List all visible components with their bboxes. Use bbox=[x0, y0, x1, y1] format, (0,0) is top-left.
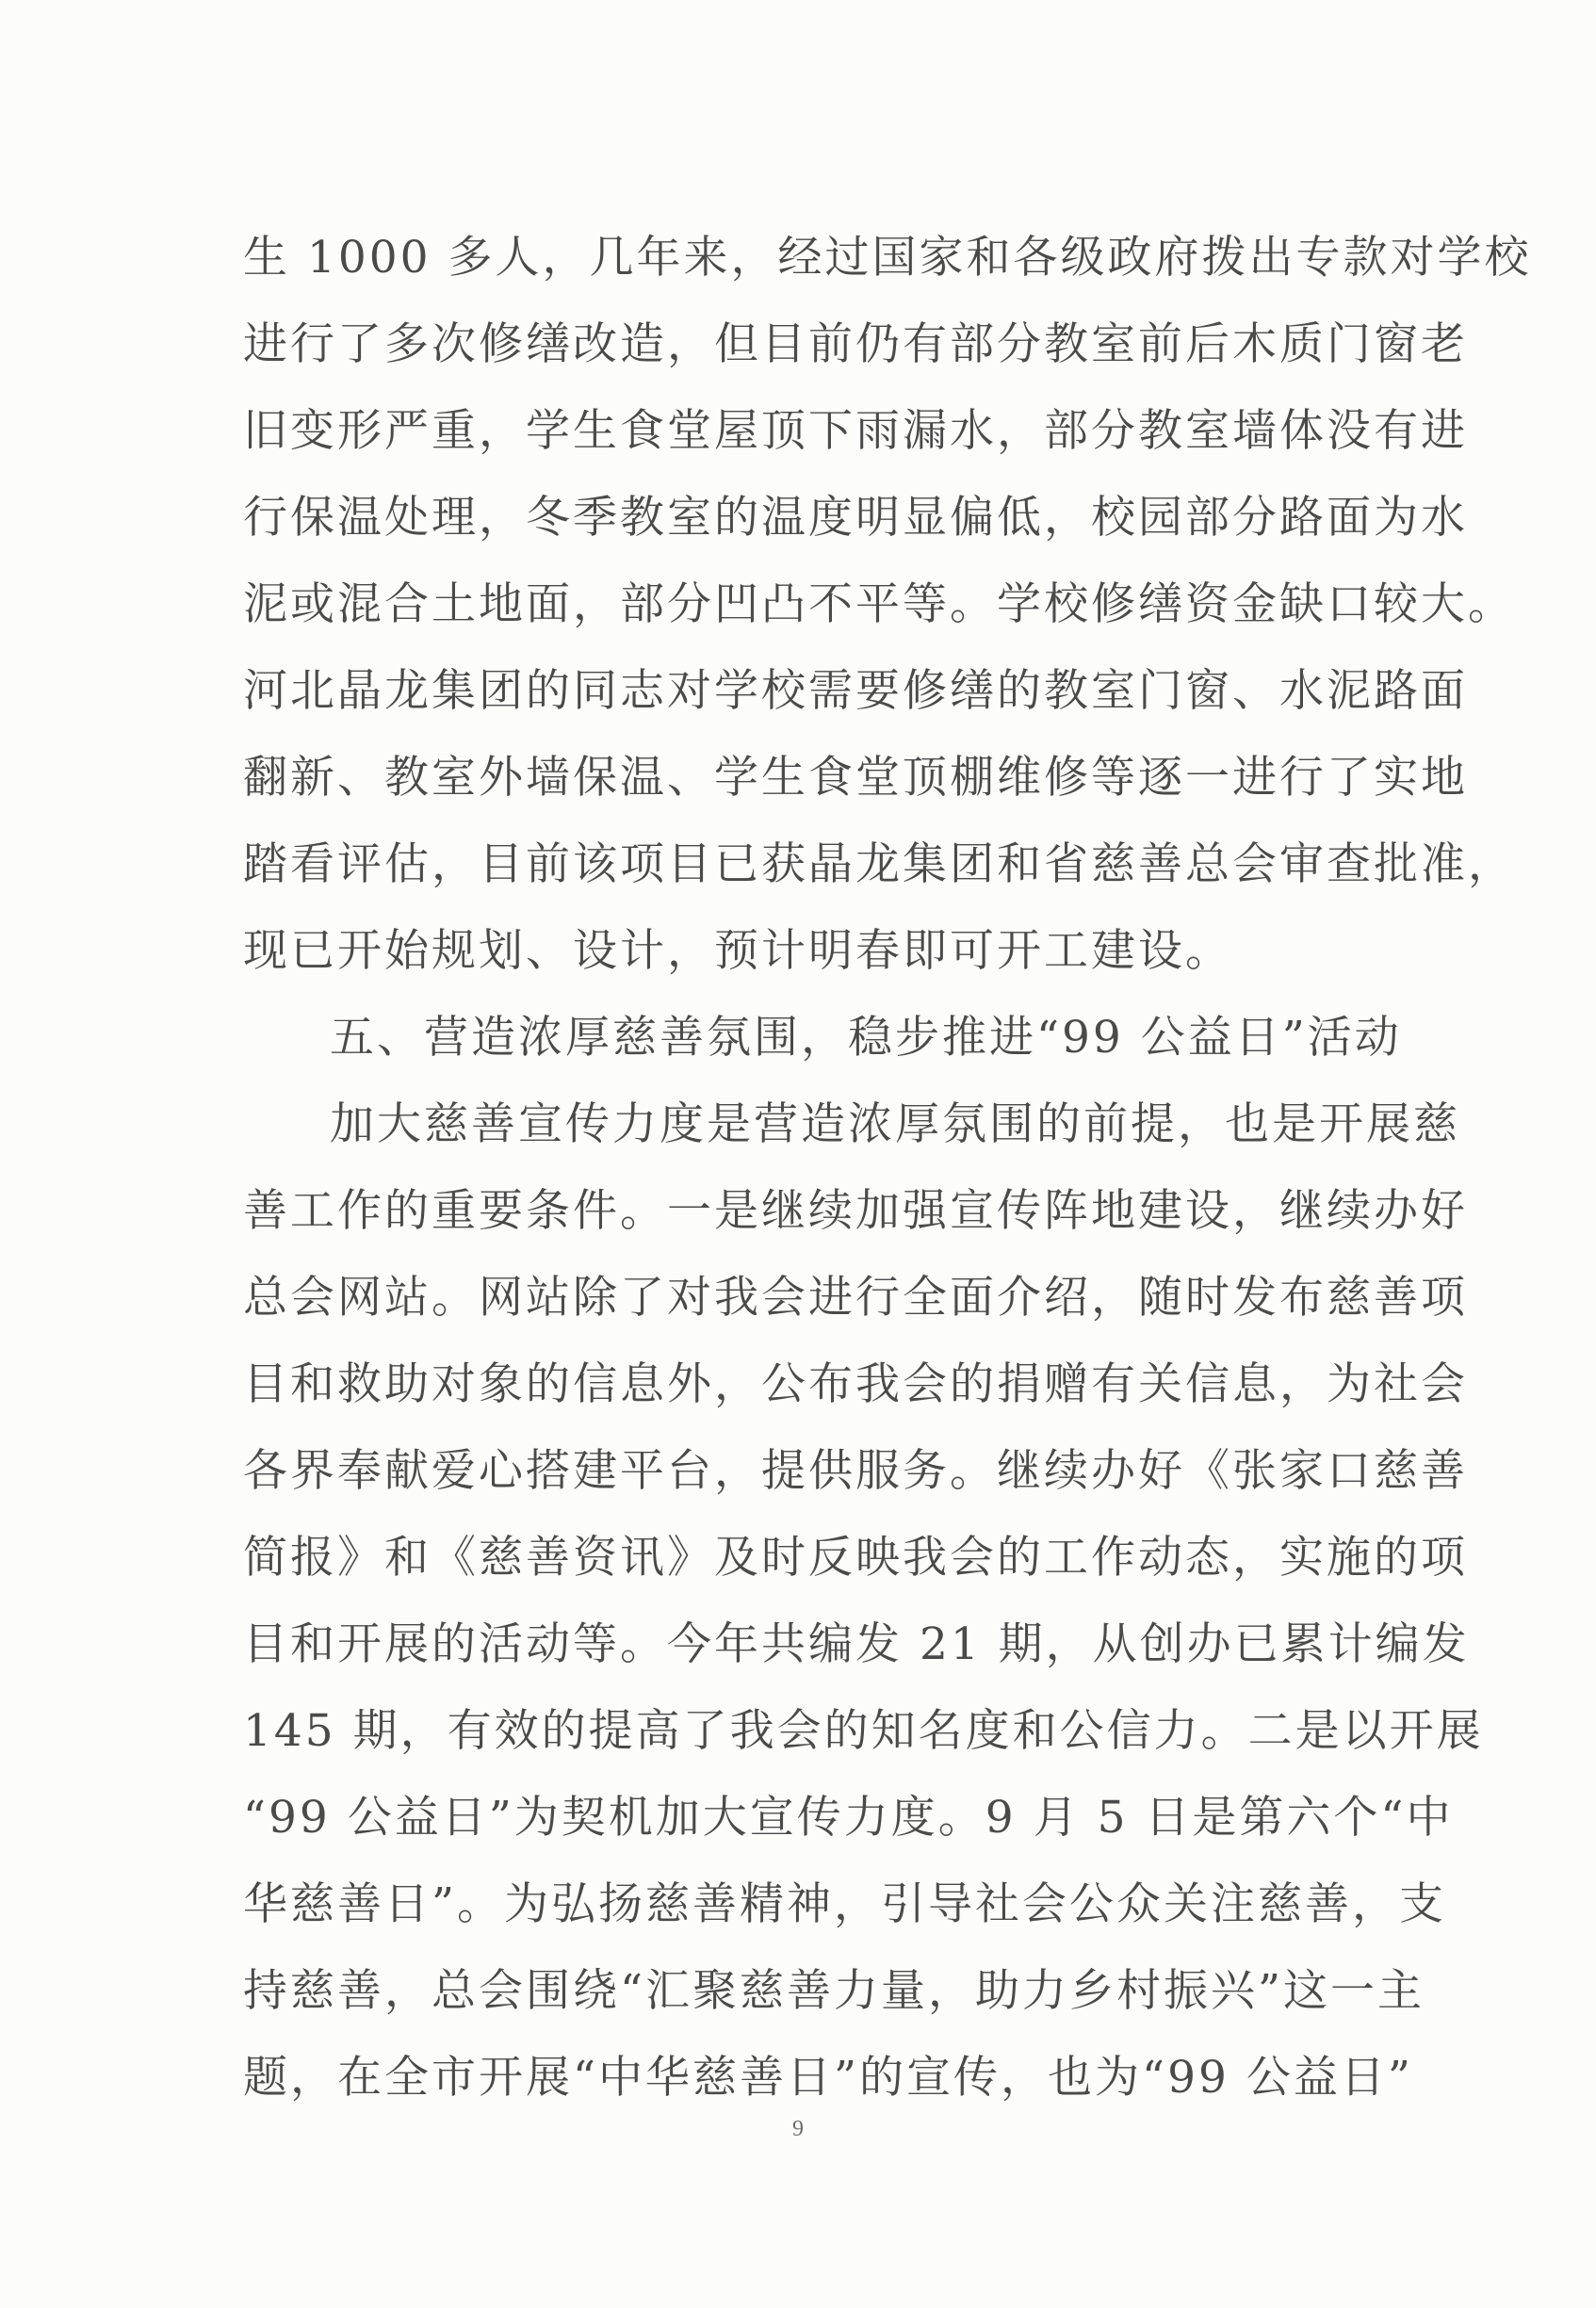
text-line: 题，在全市开展“中华慈善日”的宣传，也为“99 公益日” bbox=[243, 2052, 1413, 2104]
text-line: 踏看评估，目前该项目已获晶龙集团和省慈善总会审查批准， bbox=[243, 838, 1515, 890]
text-line: 生 1000 多人，几年来，经过国家和各级政府拨出专款对学校 bbox=[243, 232, 1532, 284]
text-line: 进行了多次修缮改造，但目前仍有部分教室前后木质门窗老 bbox=[243, 318, 1468, 370]
text-line: 河北晶龙集团的同志对学校需要修缮的教室门窗、水泥路面 bbox=[243, 665, 1468, 717]
text-line: 145 期，有效的提高了我会的知名度和公信力。二是以开展 bbox=[243, 1705, 1484, 1757]
text-line: 目和开展的活动等。今年共编发 21 期，从创办已累计编发 bbox=[243, 1618, 1470, 1670]
text-line: 目和救助对象的信息外，公布我会的捐赠有关信息，为社会 bbox=[243, 1358, 1468, 1410]
text-line: 泥或混合土地面，部分凹凸不平等。学校修缮资金缺口较大。 bbox=[243, 578, 1515, 630]
text-line: 各界奉献爱心搭建平台，提供服务。继续办好《张家口慈善 bbox=[243, 1445, 1468, 1497]
page-number: 9 bbox=[792, 2117, 804, 2141]
text-line: 善工作的重要条件。一是继续加强宣传阵地建设，继续办好 bbox=[243, 1185, 1468, 1237]
text-line: 总会网站。网站除了对我会进行全面介绍，随时发布慈善项 bbox=[243, 1272, 1468, 1324]
text-line: 旧变形严重，学生食堂屋顶下雨漏水，部分教室墙体没有进 bbox=[243, 405, 1468, 457]
text-line: 翻新、教室外墙保温、学生食堂顶棚维修等逐一进行了实地 bbox=[243, 752, 1468, 804]
paragraph-start: 加大慈善宣传力度是营造浓厚氛围的前提，也是开展慈 bbox=[330, 1098, 1460, 1150]
section-heading: 五、营造浓厚慈善氛围，稳步推进“99 公益日”活动 bbox=[330, 1012, 1402, 1064]
text-line: 华慈善日”。为弘扬慈善精神，引导社会公众关注慈善，支 bbox=[243, 1878, 1447, 1930]
text-line: “99 公益日”为契机加大宣传力度。9 月 5 日是第六个“中 bbox=[243, 1792, 1454, 1844]
text-line: 简报》和《慈善资讯》及时反映我会的工作动态，实施的项 bbox=[243, 1532, 1468, 1584]
body-text bbox=[243, 215, 1532, 2121]
text-line: 行保温处理，冬季教室的温度明显偏低，校园部分路面为水 bbox=[243, 492, 1468, 544]
text-line: 现已开始规划、设计，预计明春即可开工建设。 bbox=[243, 925, 1232, 977]
text-line: 持慈善，总会围绕“汇聚慈善力量，助力乡村振兴”这一主 bbox=[243, 1965, 1425, 2017]
